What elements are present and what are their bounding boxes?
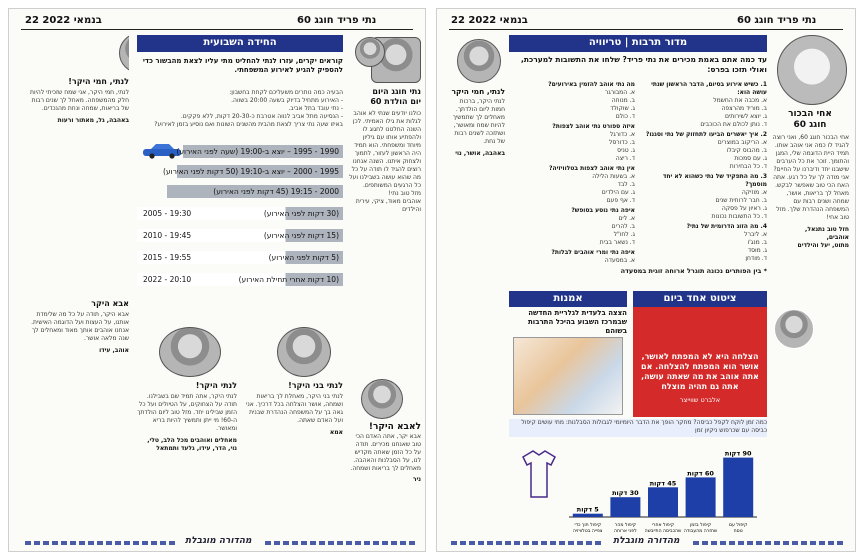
chart-category-label: קיפול מהר לפני ארוחה: [614, 523, 637, 534]
far-right-footer-column: [349, 421, 421, 531]
timeline-bar-1990: 1990 - 1995 – יוצא ב-19:00 (שעה לפני האירוע): [183, 145, 343, 158]
puzzle-timeline: [137, 143, 343, 293]
timeline-bar-2022: 20:10 - 2022 (10 דקות אחרי תחילת האירוע): [137, 273, 343, 286]
puzzle-intro: קוראים יקרים, עזרו לנתי להחליט מתי עליו לצאת מהבשור כדי להספיק להגיע לאירוע המשפחתי.: [142, 57, 343, 74]
timeline-bar-2005: 19:30 - 2005 (30 דקות לפני האירוע): [137, 207, 343, 220]
chart-bar: [610, 497, 640, 517]
chart-category-label: קיפול תוך כדי צפייה בטלוויזיה: [573, 523, 603, 534]
chart-value-label: 5 דקות: [576, 505, 599, 514]
mid-col-photo: [457, 39, 501, 83]
right-footer-ornament-left: [451, 541, 601, 545]
col-d-title: לנתי, חמי היקר!: [68, 77, 129, 86]
trivia-questions-right: 1. כשיש אירוע בסיום, הדבר הראשון שנתי עושה הוא: א. מכבה את החשמל ב. מוריד מהרצפה ג. יוצא לשירותים ד. נותן לכולם את הכוכבים 2. איך יאשרים הביעו לתחזוק של נתי וסגנו? א. הריקוב במוצרים ב. מהבוס קיבלו ג. עם סמכות ד. כל הבחירות 3. מה התפקיד של נתי כשהוא לא יחד מוסמך? א. מוזיקה ב. חבר לרוחית שנים ג. ראיון על פסקה ד. כל התשובות נכונות 4. מה הזוג הדרומית של נתי? א. ליברל ב. מנג'ו ג. מוסד ד. מודחן: [645, 81, 767, 262]
art-caption-box: הצצה בלעדית לגלריית החדשה שבמרכז השבוע בהיכל התרבות בשוהם: [528, 309, 627, 333]
child-photo: [361, 379, 403, 419]
far-right-footer-title: לאבא היקר!: [368, 422, 421, 432]
col-c-column: אבא היקר אבא היקר, תודה על כל מה שלימדת אותנו, על העצות ועל הדוגמה האישית. אנחנו אוהבים אותך מאוד ומאחלים לך שנה מלאה אושר. אוהב, עידו: [29, 299, 129, 539]
brothers-caricature: [777, 35, 847, 105]
timeline-bar-2000: 2000 - 19:15 (45 דקות לפני האירוע): [167, 185, 343, 198]
quote-box: [633, 307, 767, 417]
right-header-rule: [449, 29, 843, 30]
quote-author-photo: [774, 309, 814, 349]
right-footer: מהדורה מוגבלת: [613, 536, 680, 546]
left-footer-ornament-right: [265, 541, 415, 545]
quote-box-title: ציטוט אחד ביום: [633, 291, 767, 307]
col-a-photo: [159, 327, 221, 377]
trivia-section-title: מדור תרבות | טריוויה: [509, 35, 767, 52]
quote-text: הצלחה היא לא המפתח לאושר, אושר הוא המפתח להצלחה. אם אתה אוהב את מה שאתה עושה, אתה גם תהיה מוצלח: [641, 352, 759, 391]
far-right-column: [349, 87, 421, 377]
far-right-text: כולנו יודעים שנתי לא אוהב לגלות את גילו האמיתי. לכן השנה החלטנו לחגוג לו ולהפתיע אותו עם גיליון מיוחד ומשפחתי. הוא תמיד היה הראשון לעזור, לתמוך ולצחוק איתנו. השנה אנחנו רוצים להגיד לו תודה על כל מה שהוא עושה בשבילנו ועל כל הרגעים המשותפים. מזל טוב נתי! אוהבים מאוד, ציקי, עירית והילדים: [349, 110, 421, 213]
col-a-title: לנתי היקר!: [195, 381, 237, 390]
chart-category-label: קיפול אחרי שהכביסה התייבשה: [644, 523, 682, 534]
puzzle-section-title: החידה השבועית: [137, 35, 343, 52]
left-header-title: נתי פריד חוגג 60: [297, 15, 377, 26]
trivia-questions-mid: מה נתי אוהב להזמין באירועים? א. המבורגר ב. מנוחה ג. שוקולד ד. כולם איזה ספורט נתי אוהב לצפות? א. כדורגל ב. כדורסל ג. טניס ד. ריצה אין נתי אוהב לצפות בטלוויזיה? א. בשעות הלילה ב. לבד ג. עם הילדים ד. אף פעם איפה נתי נוסע בסופש? א. לים ב. להרים ג. לחו"ל ד. נשאר בבית איפה נתי ומרי אוהבים לבלות? א. במסעדה: [548, 81, 635, 264]
chart-bar: [648, 487, 678, 517]
mid-col-column: לנתי, חמי היקר לנתי היקר, ברכות חמות ליום הולדתך. מאחלים לך שתמשיך להיות שמח ומאושר, ושתזכה לשנים רבות של נחת. באהבה, אושר, נוי: [447, 87, 505, 487]
col-a-column: לנתי היקר! לנתי היקר, אתה תמיד שם בשבילנו. תודה על הצחוקים, על הטיולים ועל כל הזמן שבילינו יחד. מזל טוב ליום הולדתך ה-60! מי ייתן ותמשיך להיות בריא ומאושר. מאחלים ואוהבים מכל הלב, טלי, נוי, הדר, עידו, גלעד ותמתאל: [137, 381, 237, 452]
left-footer-ornament-left: [25, 541, 175, 545]
chart-bar: [723, 458, 753, 517]
right-page: [436, 8, 856, 552]
timeline-bar-1995: 1995 - 2000 – יוצא ב-19:10 (50 דקות לפני האירוע): [177, 165, 343, 178]
far-right-footer-text: אבא יקר, אתה האדם הכי טוב שאנחנו מכירים. תודה על כל הזמן שאתה מקדיש לנו, על הסבלנות והאהבה. מאחלים לך בריאות ושמחה.: [350, 433, 421, 472]
left-header-rule: [21, 29, 413, 30]
col-d-column: לנתי, חמי היקר! לנתי, חמי היקר, אני שמח שזכיתי להיות חלק מהמשפחה. מאחל לך שנים רבות של בריאות, שמחה ונחת מהנכדים. באהבה, גל, מאתור ורעות: [29, 33, 129, 293]
chart-caption: כמה זמן לוקח לקפל כביסה? מחקר הופך את הדבר היומיומי לגבולות הסבלנות: מתי עושים קיפול כביסה עם שכרפוש ניקיון זמן: [509, 419, 767, 437]
laundry-bar-chart: [509, 437, 767, 541]
col-b-title: לנתי בני היקר!: [288, 381, 343, 390]
col-b-photo: [277, 327, 331, 377]
left-footer: מהדורה מוגבלת: [185, 536, 252, 546]
chart-value-label: 90 דקות: [724, 449, 752, 458]
left-page: [8, 8, 426, 552]
left-header-date: 22 בנמאי 2022: [25, 15, 102, 26]
trivia-footer: * בין הפותרים נכונה תוגרל ארוחה זוגית במסעדה: [620, 267, 767, 275]
right-header-date: 22 בנמאי 2022: [451, 15, 528, 26]
chart-value-label: 30 דקות: [612, 489, 639, 498]
portrait-child-photo: [355, 37, 385, 67]
right-footer-ornament-right: [693, 541, 843, 545]
col-c-title: אבא היקר: [91, 299, 129, 308]
timeline-bar-2015: 19:55 - 2015 (5 דקות לפני האירוע): [137, 251, 343, 264]
mid-col-title: לנתי, חמי היקר: [451, 87, 505, 96]
chart-category-label: קיפול בזמן שחזרה מהעבודה: [683, 523, 718, 534]
art-box-title: אמנות: [509, 291, 627, 307]
chart-bar: [573, 514, 603, 517]
chart-value-label: 45 דקות: [649, 479, 677, 488]
col-b-column: לנתי בני היקר! לנתי בני היקר, מאחלת לך בריאות ושמחה, אושר והצלחה בכל דרכיך. אני גאה בך על המשפחה הנהדרת שבנית ועל האדם שאתה. אמא: [245, 381, 343, 436]
far-right-title: נתי חוגג היום יום הולדת 60: [370, 87, 421, 106]
tshirt-icon: [523, 451, 555, 497]
chart-bar: [686, 477, 716, 517]
col-d-photo: [119, 33, 129, 73]
far-right-sign: ניר: [412, 476, 421, 483]
right-header-title: נתי פריד חוגג 60: [737, 15, 817, 26]
brother-title: אחי הבכור חוגג 60: [788, 109, 832, 130]
quote-author: אלברט שווייצר: [679, 396, 721, 404]
puzzle-body: הבעיה כמה נותרים משעליכם לקחת בחשבון: - האירוע מתחיל בדיוק בשעה 20:00 בשווה. - נתי עובד בתל אביב. - הנסיעה מתל אביב לנווה אטרבת כ-20-30 דקות, ללא פקקים. באיזו שעה נתי צריך לצאת מהבית מהשנים השונות ואם נוסיע בזמן לאירוע?: [154, 89, 343, 128]
art-gallery-image: [513, 337, 623, 415]
chart-value-label: 60 דקות: [687, 469, 714, 478]
trivia-intro: עד כמה אתם באמת מכירים את נתי פריד? שלחו את התשובות למערכת, ואולי תזכו בפרס:: [521, 55, 767, 74]
timeline-bar-2010: 19:45 - 2010 (15 דקות לפני האירוע): [137, 229, 343, 242]
far-right-column-right: אחי הבכור חוגג 60 אחי הבכור חוגג 60, ואני רוצה להגיד לו כמה אני אוהב אותו. תמיד היית הדוגמה שלי, המגן והתומך. זוכר את כל הערבים שישבנו יחד ודיברנו על החיים? אני מודה לך על כל רגע. אתה האח הכי טוב שאפשר לבקש. מאחל לך בריאות, אושר, שמחה ושנים רבות עם המשפחה הנהדרת שלך. מזל טוב אחי! חזל טוב נתנאל, אוהבים, מתוט, יעל והילדים: [772, 109, 849, 249]
chart-category-label: קיפול עם נוסח: [728, 523, 748, 534]
